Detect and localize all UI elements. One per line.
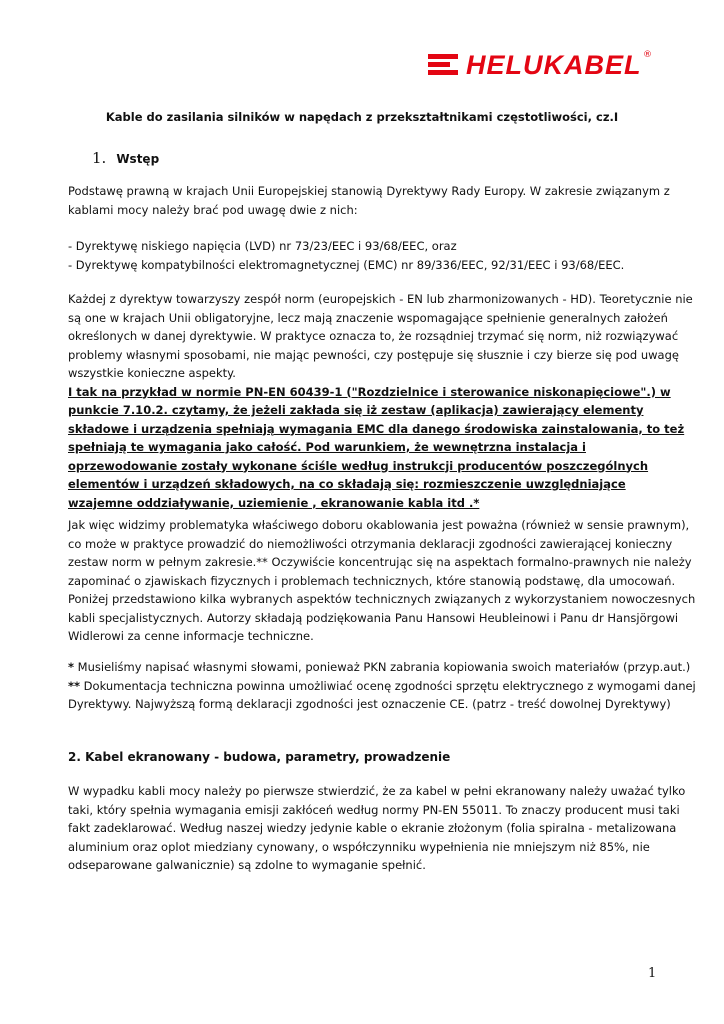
logo-wordmark: HELUKABEL (466, 50, 642, 80)
text-line: odseparowane galwanicznie) są zdolne to wymaganie spełnić. (68, 858, 426, 872)
text-line: wszystkie konieczne aspekty. (68, 366, 236, 380)
directives-list (68, 237, 668, 274)
shield-paragraph (68, 782, 686, 875)
norm-quote-line: I tak na przykład w normie PN-EN 60439-1 ("Rozdzielnice i sterowanice niskonapięciowe".) w (68, 384, 671, 399)
norm-quote-line: składowe i urządzenia spełniają wymagania EMC dla danego środowiska zainstalowania, to też (68, 421, 685, 436)
footnote-2-continued: Dyrektywy. Najwyższą formą deklaracji zgodności jest oznaczenie CE. (patrz - treść dowolnej Dyrektywy) (68, 697, 671, 711)
text-line: W wypadku kabli mocy należy po pierwsze stwierdzić, że za kabel w pełni ekranowany należy uważać tylko (68, 784, 686, 798)
section-1-number: 1. (92, 149, 107, 167)
text-line: Podstawę prawną w krajach Unii Europejskiej stanowią Dyrektywy Rady Europy. W zakresie związanym z (68, 184, 670, 198)
text-line: Widlerowi za cenne informacje techniczne. (68, 629, 314, 643)
logo-mark-icon (428, 54, 458, 78)
problem-paragraph (68, 516, 696, 646)
section-1-heading (92, 149, 159, 168)
footnote-2-text: Dokumentacja techniczna powinna umożliwiać ocenę zgodności sprzętu elektrycznego z wymogami danej (80, 678, 696, 693)
text-line: aluminium oraz oplot miedziany cynowany, o współczynniku wypełnienia nie mniejszym niż 85%, nie (68, 839, 650, 854)
text-line: określonych w danej dyrektywie. W praktyce oznacza to, że rozsądniej trzymać się norm, niż rozwiązywać (68, 329, 679, 343)
helukabel-logo (428, 52, 654, 82)
norm-quote-line: punkcie 7.10.2. czytamy, że jeżeli zakłada się iż zestaw (aplikacja) zawierający elementy (68, 403, 644, 417)
norm-quote-line: spełniają te wymagania jako całość. Pod warunkiem, że wewnętrzna instalacja i (68, 440, 586, 454)
text-line: fakt zadeklarować. Według naszej wiedzy jedynie kable o ekranie złożonym (folia spiralna - metalizowana (68, 821, 677, 835)
text-line: kablami mocy należy brać pod uwagę dwie z nich: (68, 202, 358, 217)
footnote-1 (68, 658, 691, 677)
text-line: są one w krajach Unii obligatoryjne, lecz mają znaczenie wspomagające spełnienie generalnych założeń (68, 310, 668, 325)
norm-quote-line: oprzewodowanie zostały wykonane ściśle według instrukcji producentów poszczególnych (68, 458, 649, 473)
registered-mark: ® (643, 50, 652, 60)
section-1-title: Wstęp (116, 152, 160, 166)
page-number: 1 (648, 966, 657, 981)
footnote-1-mark: * (68, 660, 75, 674)
text-line: Poniżej przedstawiono kilka wybranych aspektów technicznych związanych z wykorzystaniem nowoczesnych (68, 592, 696, 606)
section-2-heading: 2. Kabel ekranowany - budowa, parametry, prowadzenie (68, 750, 451, 764)
text-line: zapominać o zjawiskach fizycznych i problemach technicznych, które stanowią podstawę, dla umocowań. (68, 573, 676, 588)
text-line: Jak więc widzimy problematyka właściwego doboru okablowania jest poważna (również w sensie prawnym), (68, 518, 690, 532)
footnotes (68, 658, 696, 714)
list-item: - Dyrektywę kompatybilności elektromagnetycznej (EMC) nr 89/336/EEC, 92/31/EEC i 93/68/EEC. (68, 257, 625, 272)
text-line: kabli specjalistycznych. Autorzy składają podziękowania Panu Hansowi Heubleinowi i Panu dr Hansjörgowi (68, 610, 679, 625)
list-item: - Dyrektywę niskiego napięcia (LVD) nr 73/23/EEC i 93/68/EEC, oraz (68, 239, 457, 253)
intro-paragraph (68, 182, 668, 219)
norm-quote-line: elementów i urządzeń składowych, na co składają się: rozmieszczenie uwzględniające (68, 477, 626, 491)
norm-quote-line: wzajemne oddziaływanie, uziemienie , ekranowanie kabla itd .* (68, 495, 480, 510)
text-line: Każdej z dyrektyw towarzyszy zespół norm (europejskich - EN lub zharmonizowanych - HD). Teoretycznie nie (68, 292, 693, 306)
footnote-2-mark: ** (68, 678, 81, 693)
text-line: taki, który spełnia wymagania emisji zakłóceń według normy PN-EN 55011. To znaczy producent musi taki (68, 802, 680, 817)
text-line: problemy własnymi sposobami, nie mając pewności, czy postępuje się słusznie i czy bierze się pod uwagę (68, 347, 679, 362)
footnote-2 (68, 677, 696, 696)
text-line: zestaw norm w pełnym zakresie.** Oczywiście koncentrując się na aspektach formalno-prawnych nie należy (68, 555, 692, 569)
footnote-1-text: Musieliśmy napisać własnymi słowami, ponieważ PKN zabrania kopiowania swoich materiałów (przyp.aut.) (74, 660, 691, 674)
text-line: co może w praktyce prowadzić do niemożliwości otrzymania deklaracji zgodności zawierającej konieczny (68, 536, 673, 551)
norms-paragraph (68, 290, 693, 512)
document-title: Kable do zasilania silników w napędach z przekształtnikami częstotliwości, cz.I (105, 110, 619, 124)
